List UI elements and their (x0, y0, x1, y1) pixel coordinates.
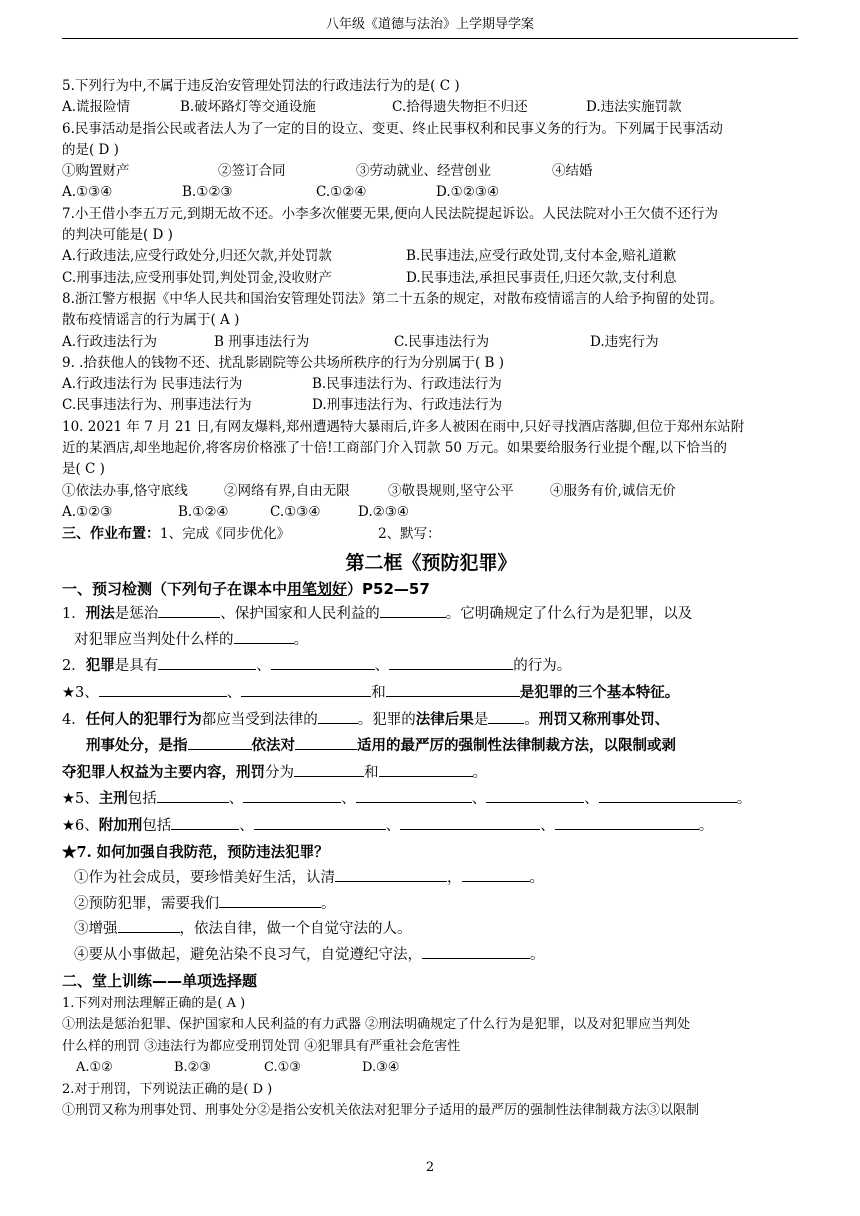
blank[interactable] (158, 655, 256, 670)
fill-7-3: ③增强 ，依法自律，做一个自觉守法的人。 (62, 917, 800, 943)
q7-stem-line2: 的判决可能是( D ) (62, 227, 173, 244)
q8-option-a: A.行政违法行为 (62, 333, 158, 350)
q10-stem-line1: 10. 2021 年 7 月 21 日,有网友爆料,郑州遭遇特大暴雨后,许多人被困在雨中,只好寻找酒店落脚,但位于郑州东站附 (62, 418, 745, 435)
q6-item-4: ④结婚 (552, 163, 593, 180)
p1-option-a: A.①② (76, 1060, 113, 1076)
q7-option-c: C.刑事违法,应受刑事处罚,判处罚金,没收财产 (62, 269, 333, 286)
q8-option-b: B 刑事违法行为 (214, 333, 310, 350)
q7-option-b: B.民事违法,应受行政处罚,支付本金,赔礼道歉 (406, 248, 677, 265)
q10-item-3: ③敬畏规则,坚守公平 (388, 482, 514, 499)
q9-option-d: D.刑事违法行为、行政违法行为 (312, 397, 503, 414)
q6-option-a: A.①③④ (62, 184, 113, 201)
q8-option-c: C.民事违法行为 (394, 333, 490, 350)
p1-line2: 什么样的刑罚 ③违法行为都应受刑罚处罚 ④犯罪具有严重社会危害性 (62, 1038, 461, 1054)
q5-option-b: B.破坏路灯等交通设施 (180, 99, 316, 116)
q8-stem-line1: 8.浙江警方根据《中华人民共和国治安管理处罚法》第二十五条的规定，对散布疫情谣言的人给予拘留的处罚。 (62, 290, 723, 307)
q7-options-row1 (62, 246, 800, 267)
q6-stem-line1: 6.民事活动是指公民或者法人为了一定的目的设立、变更、终止民事权利和民事义务的行为。下列属于民事活动 (62, 120, 723, 137)
q6-option-c: C.①②④ (316, 184, 367, 201)
blank[interactable] (157, 788, 229, 803)
q10-option-b: B.①②④ (178, 503, 229, 520)
p1-option-b: B.②③ (174, 1060, 211, 1076)
q10-option-c: C.①③④ (270, 503, 321, 520)
q6-item-3: ③劳动就业、经营创业 (356, 163, 491, 180)
q6-options (62, 182, 800, 203)
blank[interactable] (158, 603, 220, 618)
blank[interactable] (380, 603, 446, 618)
fill-4-line1: 4．任何人的犯罪行为都应当受到法律的 。犯罪的法律后果是 。刑罚又称刑事处罚、 (62, 710, 670, 728)
page-number: 2 (425, 1160, 435, 1175)
p1-line1: ①刑法是惩治犯罪、保护国家和人民利益的有力武器 ②刑法明确规定了什么行为是犯罪，以及对犯罪应当判处 (62, 1017, 691, 1033)
blank[interactable] (234, 629, 294, 644)
q10-item-4: ④服务有价,诚信无价 (550, 482, 676, 499)
homework-label: 三、作业布置： (62, 526, 160, 543)
preview-heading: 一、预习检测（下列句子在课本中用笔划好）P52—57 (62, 580, 430, 599)
q6-items (62, 161, 800, 182)
lesson-title: 第二框《预防犯罪》 (345, 552, 517, 575)
homework-item-1: 1、完成《同步优化》 (160, 526, 291, 543)
blank[interactable] (254, 815, 386, 830)
fill-3: ★3、 、 和 是犯罪的三个基本特征。 (62, 684, 680, 702)
blank[interactable] (99, 682, 227, 697)
fill-1-line2: 对犯罪应当判处什么样的 。 (62, 628, 800, 654)
q6-item-1: ①购置财产 (62, 163, 130, 180)
q5-options (62, 97, 800, 118)
blank[interactable] (599, 788, 737, 803)
q6-option-b: B.①②③ (182, 184, 233, 201)
blank[interactable] (400, 815, 540, 830)
blank[interactable] (335, 867, 447, 882)
homework-line (62, 523, 800, 545)
p1-option-c: C.①③ (264, 1060, 301, 1076)
q9-option-a: A.行政违法行为 民事违法行为 (62, 376, 243, 393)
blank[interactable] (271, 655, 375, 670)
blank[interactable] (295, 735, 357, 750)
blank[interactable] (379, 762, 473, 777)
p1-option-d: D.③④ (362, 1060, 400, 1076)
underlined-text: 用笔划好 (287, 580, 348, 599)
q8-stem-line2: 散布疫情谣言的行为属于( A ) (62, 312, 240, 329)
blank[interactable] (462, 867, 530, 882)
q10-option-a: A.①②③ (62, 503, 113, 520)
blank[interactable] (219, 893, 321, 908)
q10-item-2: ②网络有界,自由无限 (224, 482, 350, 499)
fill-7-2: ②预防犯罪，需要我们 。 (62, 892, 800, 918)
blank[interactable] (294, 762, 364, 777)
blank[interactable] (555, 815, 699, 830)
blank[interactable] (422, 944, 530, 959)
q5-option-c: C.拾得遗失物拒不归还 (392, 99, 528, 116)
q9-options-row1 (62, 374, 800, 395)
fill-2: 2．犯罪是具有 、 、 的行为。 (62, 657, 572, 675)
q10-item-1: ①依法办事,恪守底线 (62, 482, 188, 499)
fill-7-heading: ★7. 如何加强自我防范，预防违法犯罪？ (62, 843, 329, 861)
blank[interactable] (486, 788, 584, 803)
q10-options (62, 502, 800, 523)
q5-stem: 5.下列行为中,不属于违反治安管理处罚法的行政违法行为的是( C ) (62, 78, 460, 94)
q6-option-d: D.①②③④ (436, 184, 500, 201)
blank[interactable] (488, 709, 524, 724)
p1-stem: 1.下列对刑法理解正确的是( A ) (62, 995, 246, 1011)
fill-4-line3: 夺犯罪人权益为主要内容，刑罚分为 和 。 (62, 763, 487, 781)
q10-option-d: D.②③④ (358, 503, 409, 520)
q8-option-d: D.违宪行为 (590, 333, 659, 350)
fill-5: ★5、主刑包括 、 、 、 、 。 (62, 790, 752, 808)
blank[interactable] (389, 655, 513, 670)
homework-item-2: 2、默写： (378, 526, 441, 543)
q9-stem: 9. .拾获他人的钱物不还、扰乱影剧院等公共场所秩序的行为分别属于( B ) (62, 354, 504, 371)
blank[interactable] (171, 815, 239, 830)
q10-stem-line2: 近的某酒店,却坐地起价,将客房价格涨了十倍!工商部门介入罚款 50 万元。如果要给服务行业提个醒,以下恰当的 (62, 440, 728, 457)
q7-option-a: A.行政违法,应受行政处分,归还欠款,并处罚款 (62, 248, 332, 265)
q9-options-row2 (62, 395, 800, 416)
page-header: 八年级《道德与法治》上学期导学案 (62, 12, 798, 39)
fill-7-4: ④要从小事做起，避免沾染不良习气，自觉遵纪守法， 。 (62, 943, 800, 969)
q6-item-2: ②签订合同 (218, 163, 286, 180)
q10-items (62, 481, 800, 502)
blank[interactable] (356, 788, 472, 803)
fill-1-line1: 1．刑法是惩治 、保护国家和人民利益的 。它明确规定了什么行为是犯罪，以及 (62, 605, 693, 623)
blank[interactable] (386, 682, 520, 697)
fill-6: ★6、附加刑包括 、 、 、 。 (62, 816, 714, 834)
p1-options (62, 1057, 800, 1079)
practice-heading: 二、堂上训练——单项选择题 (62, 971, 258, 990)
q8-options (62, 332, 800, 353)
page-content (62, 76, 800, 1122)
q5-option-a: A.谎报险情 (62, 99, 131, 116)
blank[interactable] (118, 918, 180, 933)
q9-option-b: B.民事违法行为、行政违法行为 (312, 376, 502, 393)
blank[interactable] (318, 709, 358, 724)
q5-option-d: D.违法实施罚款 (586, 99, 682, 116)
q10-stem-line3: 是( C ) (62, 461, 105, 478)
q9-option-c: C.民事违法行为、刑事违法行为 (62, 397, 252, 414)
blank[interactable] (188, 735, 252, 750)
fill-4-line2: 刑事处分，是指 依法对 适用的最严厉的强制性法律制裁方法，以限制或剥 (86, 737, 676, 755)
blank[interactable] (241, 682, 371, 697)
q7-option-d: D.民事违法,承担民事责任,归还欠款,支付利息 (406, 269, 677, 286)
p2-stem: 2.对于刑罚，下列说法正确的是( D ) (62, 1081, 273, 1097)
fill-7-1: ①作为社会成员，要珍惜美好生活，认清 ， 。 (62, 866, 800, 892)
blank[interactable] (243, 788, 341, 803)
q7-stem-line1: 7.小王借小李五万元,到期无故不还。小李多次催要无果,便向人民法院提起诉讼。人民法院对小王欠债不还行为 (62, 205, 718, 222)
q7-options-row2 (62, 268, 800, 289)
p2-line1: ①刑罚又称为刑事处罚、刑事处分②是指公安机关依法对犯罪分子适用的最严厉的强制性法律制裁方法③以限制 (62, 1103, 700, 1119)
q6-stem-line2: 的是( D ) (62, 141, 119, 158)
